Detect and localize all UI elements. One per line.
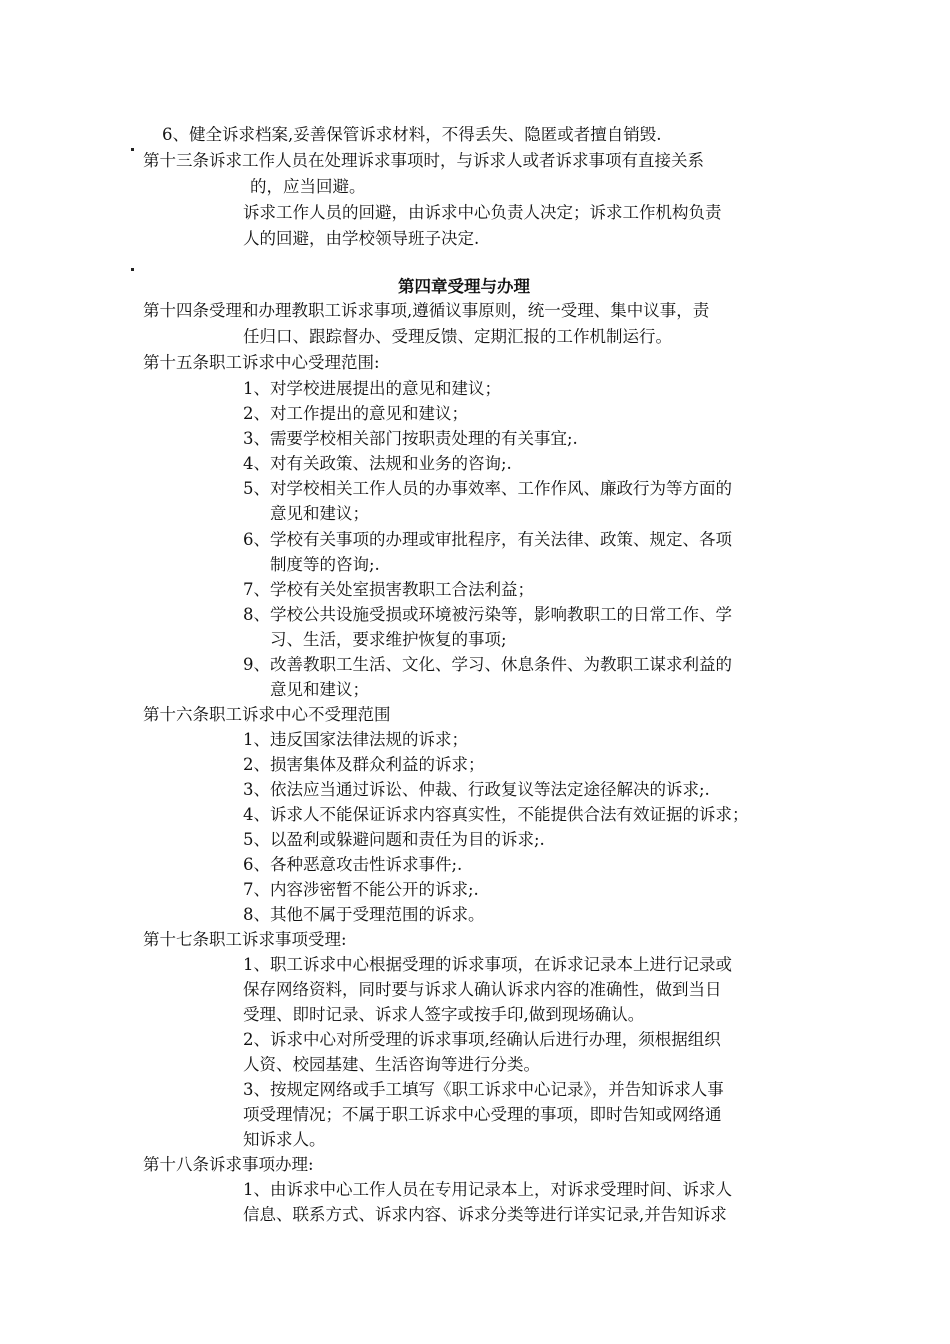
stray-dot [131,268,134,271]
article-18: 第十八条诉求事项办理: [143,1155,314,1174]
text-line: 人的回避，由学校领导班子决定. [243,229,480,248]
list-item: 3、按规定网络或手工填写《职工诉求中心记录》，并告知诉求人事 [243,1080,724,1099]
list-item: 2、对工作提出的意见和建议； [243,404,468,423]
article-16: 第十六条职工诉求中心不受理范围 [143,705,391,724]
text-line: 任归口、跟踪督办、受理反馈、定期汇报的工作机制运行。 [243,327,672,346]
list-item-cont: 人资、校园基建、生活咨询等进行分类。 [243,1055,540,1074]
article-14: 第十四条受理和办理教职工诉求事项,遵循议事原则，统一受理、集中议事，责 [143,301,710,320]
list-item: 2、诉求中心对所受理的诉求事项,经确认后进行办理，须根据组织 [243,1030,721,1049]
list-item: 6、各种恶意攻击性诉求事件;. [243,855,463,874]
list-item: 3、依法应当通过诉讼、仲裁、行政复议等法定途径解决的诉求;. [243,780,710,799]
list-item-cont: 受理、即时记录、诉求人签字或按手印,做到现场确认。 [243,1005,645,1024]
list-item: 9、改善教职工生活、文化、学习、休息条件、为教职工谋求利益的 [243,655,732,674]
list-item: 8、学校公共设施受损或环境被污染等，影响教职工的日常工作、学 [243,605,732,624]
list-item-cont: 项受理情况；不属于职工诉求中心受理的事项，即时告知或网络通 [243,1105,722,1124]
list-item: 7、内容涉密暂不能公开的诉求;. [243,880,479,899]
list-item-cont: 制度等的咨询;. [270,555,380,574]
list-item-cont: 信息、联系方式、诉求内容、诉求分类等进行详实记录,并告知诉求 [243,1205,727,1224]
article-13: 第十三条诉求工作人员在处理诉求事项时，与诉求人或者诉求事项有直接关系 [143,151,704,170]
list-item-cont: 保存网络资料，同时要与诉求人确认诉求内容的准确性，做到当日 [243,980,722,999]
list-item: 1、对学校进展提出的意见和建议； [243,379,501,398]
text-line: 的，应当回避。 [250,177,366,196]
list-item-cont: 意见和建议； [270,680,369,699]
list-item: 5、以盈利或躲避问题和责任为目的诉求;. [243,830,545,849]
list-item: 3、需要学校相关部门按职责处理的有关事宜;. [243,429,578,448]
list-item: 7、学校有关处室损害教职工合法利益； [243,580,534,599]
list-item: 2、损害集体及群众利益的诉求； [243,755,485,774]
stray-dot [131,148,134,151]
list-item: 1、违反国家法律法规的诉求； [243,730,468,749]
article-15: 第十五条职工诉求中心受理范围: [143,353,380,372]
list-item: 1、职工诉求中心根据受理的诉求事项，在诉求记录本上进行记录或 [243,955,732,974]
list-item: 4、对有关政策、法规和业务的咨询;. [243,454,512,473]
text-line: 诉求工作人员的回避，由诉求中心负责人决定；诉求工作机构负责 [243,203,722,222]
list-item: 5、对学校相关工作人员的办事效率、工作作风、廉政行为等方面的 [243,479,732,498]
list-item-cont: 知诉求人。 [243,1130,326,1149]
text-line: 6、健全诉求档案,妥善保管诉求材料，不得丢失、隐匿或者擅自销毁. [162,125,662,144]
chapter-heading: 第四章受理与办理 [398,277,530,296]
list-item: 4、诉求人不能保证诉求内容真实性，不能提供合法有效证据的诉求； [243,805,749,824]
list-item: 6、学校有关事项的办理或审批程序，有关法律、政策、规定、各项 [243,530,732,549]
list-item: 1、由诉求中心工作人员在专用记录本上，对诉求受理时间、诉求人 [243,1180,732,1199]
list-item-cont: 习、生活，要求维护恢复的事项; [270,630,507,649]
article-17: 第十七条职工诉求事项受理: [143,930,347,949]
list-item-cont: 意见和建议； [270,504,369,523]
list-item: 8、其他不属于受理范围的诉求。 [243,905,485,924]
